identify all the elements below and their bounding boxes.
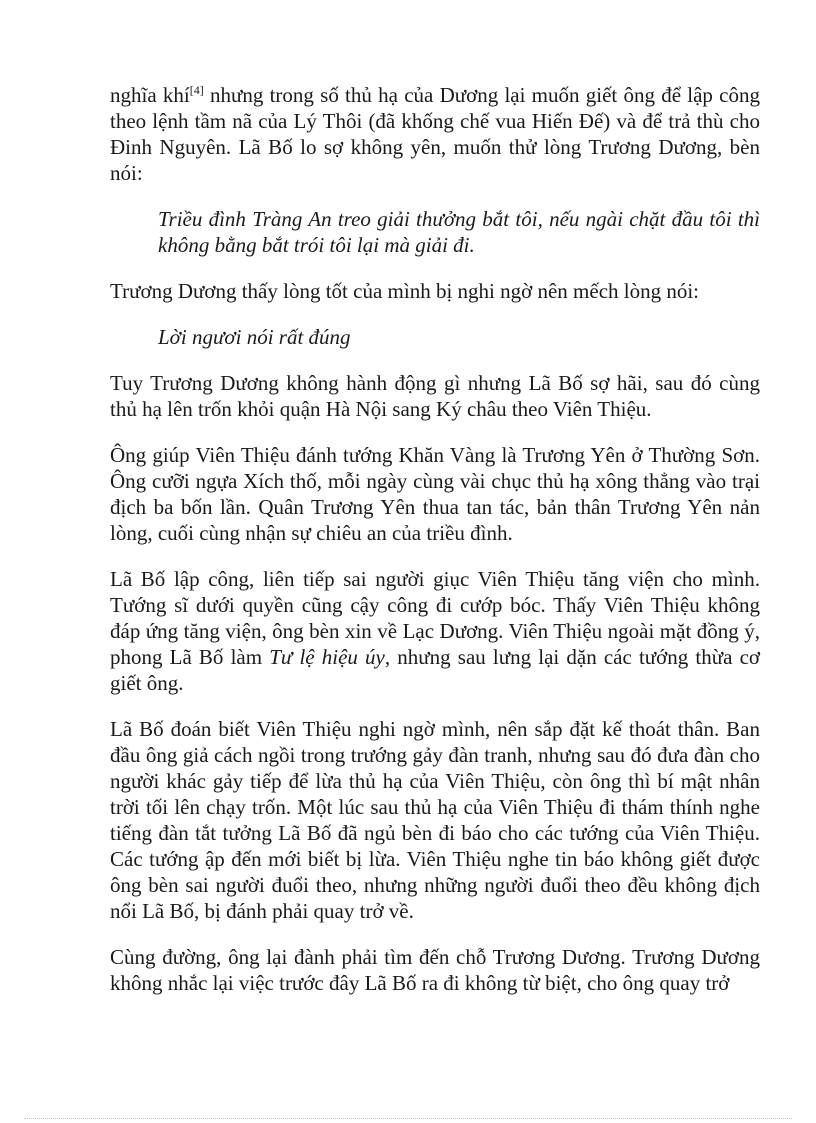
paragraph-5-text-a: Lã Bố lập công, liên tiếp sai người giục Viên Thiệu tăng viện cho mình. Tướng sĩ dưới quyền cũng cậy công đi cướp bóc. Thấy Viên Thiệu không đáp ứng tăng viện, ông bèn xin về Lạc Dương. Viên Thiệu ngoài mặt đồng ý, phong Lã Bố làm — [110, 567, 760, 669]
paragraph-1-text-b: nhưng trong số thủ hạ của Dương lại muốn giết ông để lập công theo lệnh tầm nã của Lý Thôi (đã khống chế vua Hiến Đế) và để trả thù cho Đinh Nguyên. Lã Bố lo sợ không yên, muốn thử lòng Trương Dương, bèn nói: — [110, 83, 760, 185]
paragraph-2: Trương Dương thấy lòng tốt của mình bị nghi ngờ nên mếch lòng nói: — [110, 279, 700, 303]
paragraph-5 — [110, 566, 760, 696]
document-page — [110, 82, 760, 1016]
title-italic: Tư lệ hiệu úy — [269, 645, 385, 669]
paragraph-4: Ông giúp Viên Thiệu đánh tướng Khăn Vàng là Trương Yên ở Thường Sơn. Ông cưỡi ngựa Xích thố, mỗi ngày cùng vài chục thủ hạ xông thẳng vào trại địch ba bốn lần. Quân Trương Yên thua tan tác, bản thân Trương Yên nản lòng, cuối cùng nhận sự chiêu an của triều đình. — [110, 443, 760, 545]
quote-2: Lời ngươi nói rất đúng — [158, 325, 351, 349]
quote-1: Triều đình Tràng An treo giải thưởng bắt tôi, nếu ngài chặt đầu tôi thì không bằng bắt trói tôi lại mà giải đi. — [158, 207, 760, 257]
paragraph-7: Cùng đường, ông lại đành phải tìm đến chỗ Trương Dương. Trương Dương không nhắc lại việc trước đây Lã Bố ra đi không từ biệt, cho ông quay trở — [110, 945, 760, 995]
paragraph-1 — [110, 82, 760, 186]
footnote-ref-4[interactable]: [4] — [189, 83, 204, 97]
paragraph-3: Tuy Trương Dương không hành động gì nhưng Lã Bố sợ hãi, sau đó cùng thủ hạ lên trốn khỏi quận Hà Nội sang Ký châu theo Viên Thiệu. — [110, 371, 760, 421]
paragraph-5-text-b: , nhưng sau lưng lại dặn các tướng thừa cơ giết ông. — [110, 645, 760, 695]
paragraph-1-text-a: nghĩa khí — [110, 83, 190, 107]
page-bottom-divider — [24, 1118, 792, 1119]
paragraph-6: Lã Bố đoán biết Viên Thiệu nghi ngờ mình, nên sắp đặt kế thoát thân. Ban đầu ông giả cách ngồi trong trướng gảy đàn tranh, nhưng sau đó đưa đàn cho người khác gảy tiếp để lừa thủ hạ của Viên Thiệu, còn ông thì bí mật nhân trời tối lên chạy trốn. Một lúc sau thủ hạ của Viên Thiệu đi thám thính nghe tiếng đàn tắt tưởng Lã Bố đã ngủ bèn đi báo cho các tướng của Viên Thiệu. Các tướng ập đến mới biết bị lừa. Viên Thiệu nghe tin báo không giết được ông bèn sai người đuổi theo, nhưng những người đuổi theo đều không địch nổi Lã Bố, bị đánh phải quay trở về. — [110, 717, 760, 923]
